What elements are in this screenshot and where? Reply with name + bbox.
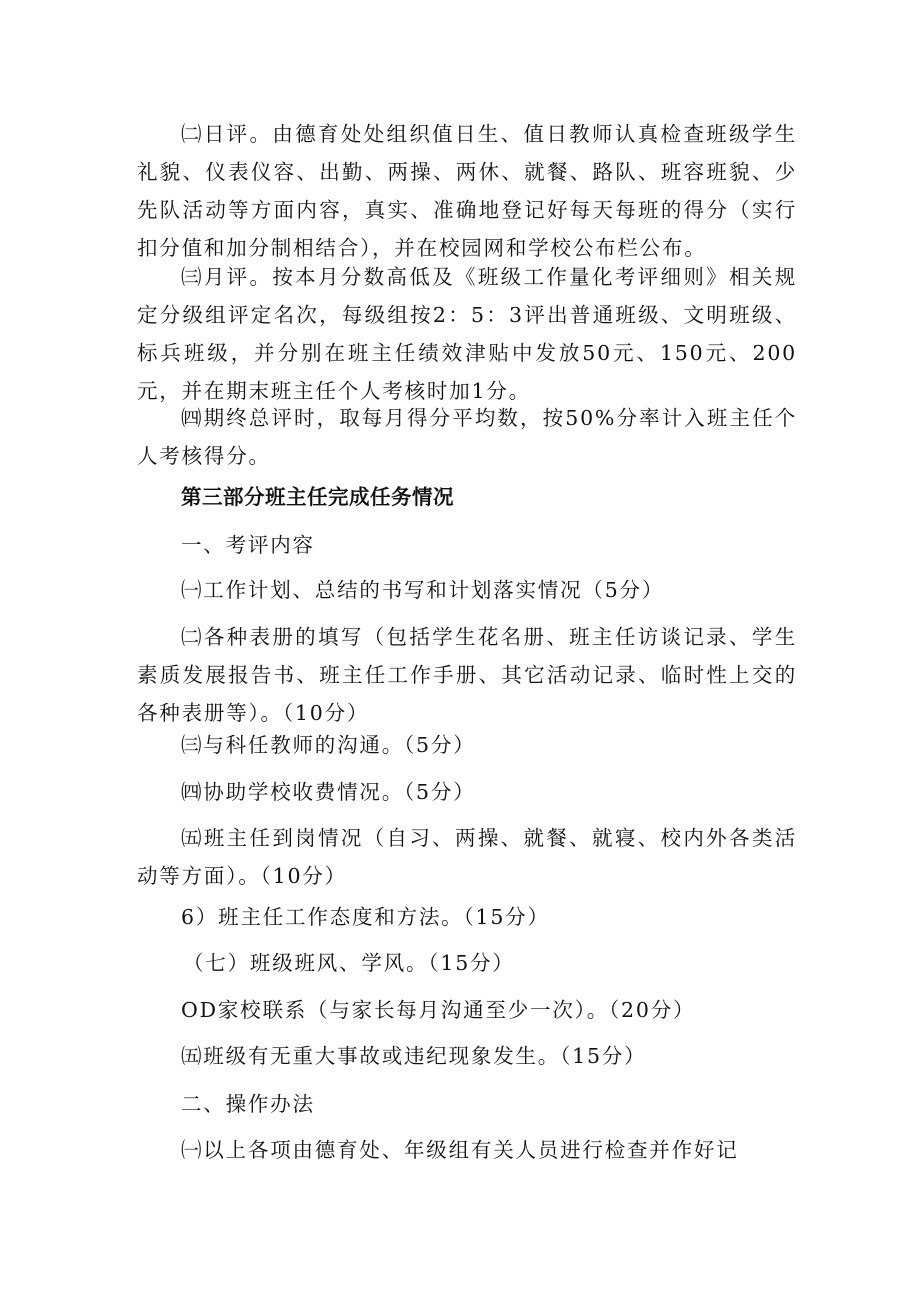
list-item-teacher-communication: ㈢与科任教师的沟通。（5分） — [181, 733, 476, 757]
subheading-operation-method: 二、操作办法 — [181, 1092, 315, 1116]
list-item-class-style: （七）班级班风、学风。（15分） — [183, 951, 515, 975]
subheading-evaluation-content: 一、考评内容 — [181, 533, 315, 557]
list-item-attendance: ㈤班主任到岗情况（自习、两操、就餐、就寝、校内外各类活动等方面）。（10分） — [137, 826, 797, 888]
section-title: 第三部分班主任完成任务情况 — [181, 485, 454, 509]
paragraph-final-review: ㈣期终总评时，取每月得分平均数，按50%分率计入班主任个人考核得分。 — [137, 406, 797, 468]
list-item-home-school: OD家校联系（与家长每月沟通至少一次）。（20分） — [181, 998, 696, 1022]
list-item-accidents: ㈤班级有无重大事故或违纪现象发生。（15分） — [181, 1044, 647, 1068]
list-item-forms: ㈡各种表册的填写（包括学生花名册、班主任访谈记录、学生素质发展报告书、班主任工作手册、其它活动记录、临时性上交的各种表册等）。（10分） — [137, 625, 797, 725]
paragraph-monthly-review: ㈢月评。按本月分数高低及《班级工作量化考评细则》相关规定分级组评定名次，每级组按2：5：3评出普通班级、文明班级、标兵班级，并分别在班主任绩效津贴中发放50元、150元、200元，并在期末班主任个人考核时加1分。 — [137, 265, 797, 403]
list-item-attitude: 6）班主任工作态度和方法。（15分） — [181, 905, 550, 929]
paragraph-daily-review: ㈡日评。由德育处处组织值日生、值日教师认真检查班级学生礼貌、仪表仪容、出勤、两操、两休、就餐、路队、班容班貌、少先队活动等方面内容，真实、准确地登记好每天每班的得分（实行扣分值和加分制相结合），并在校园网和学校公布栏公布。 — [137, 122, 797, 260]
list-item-fee-assistance: ㈣协助学校收费情况。（5分） — [181, 780, 476, 804]
list-item-work-plan: ㈠工作计划、总结的书写和计划落实情况（5分） — [181, 578, 665, 602]
paragraph-operation-1: ㈠以上各项由德育处、年级组有关人员进行检查并作好记 — [181, 1138, 739, 1162]
